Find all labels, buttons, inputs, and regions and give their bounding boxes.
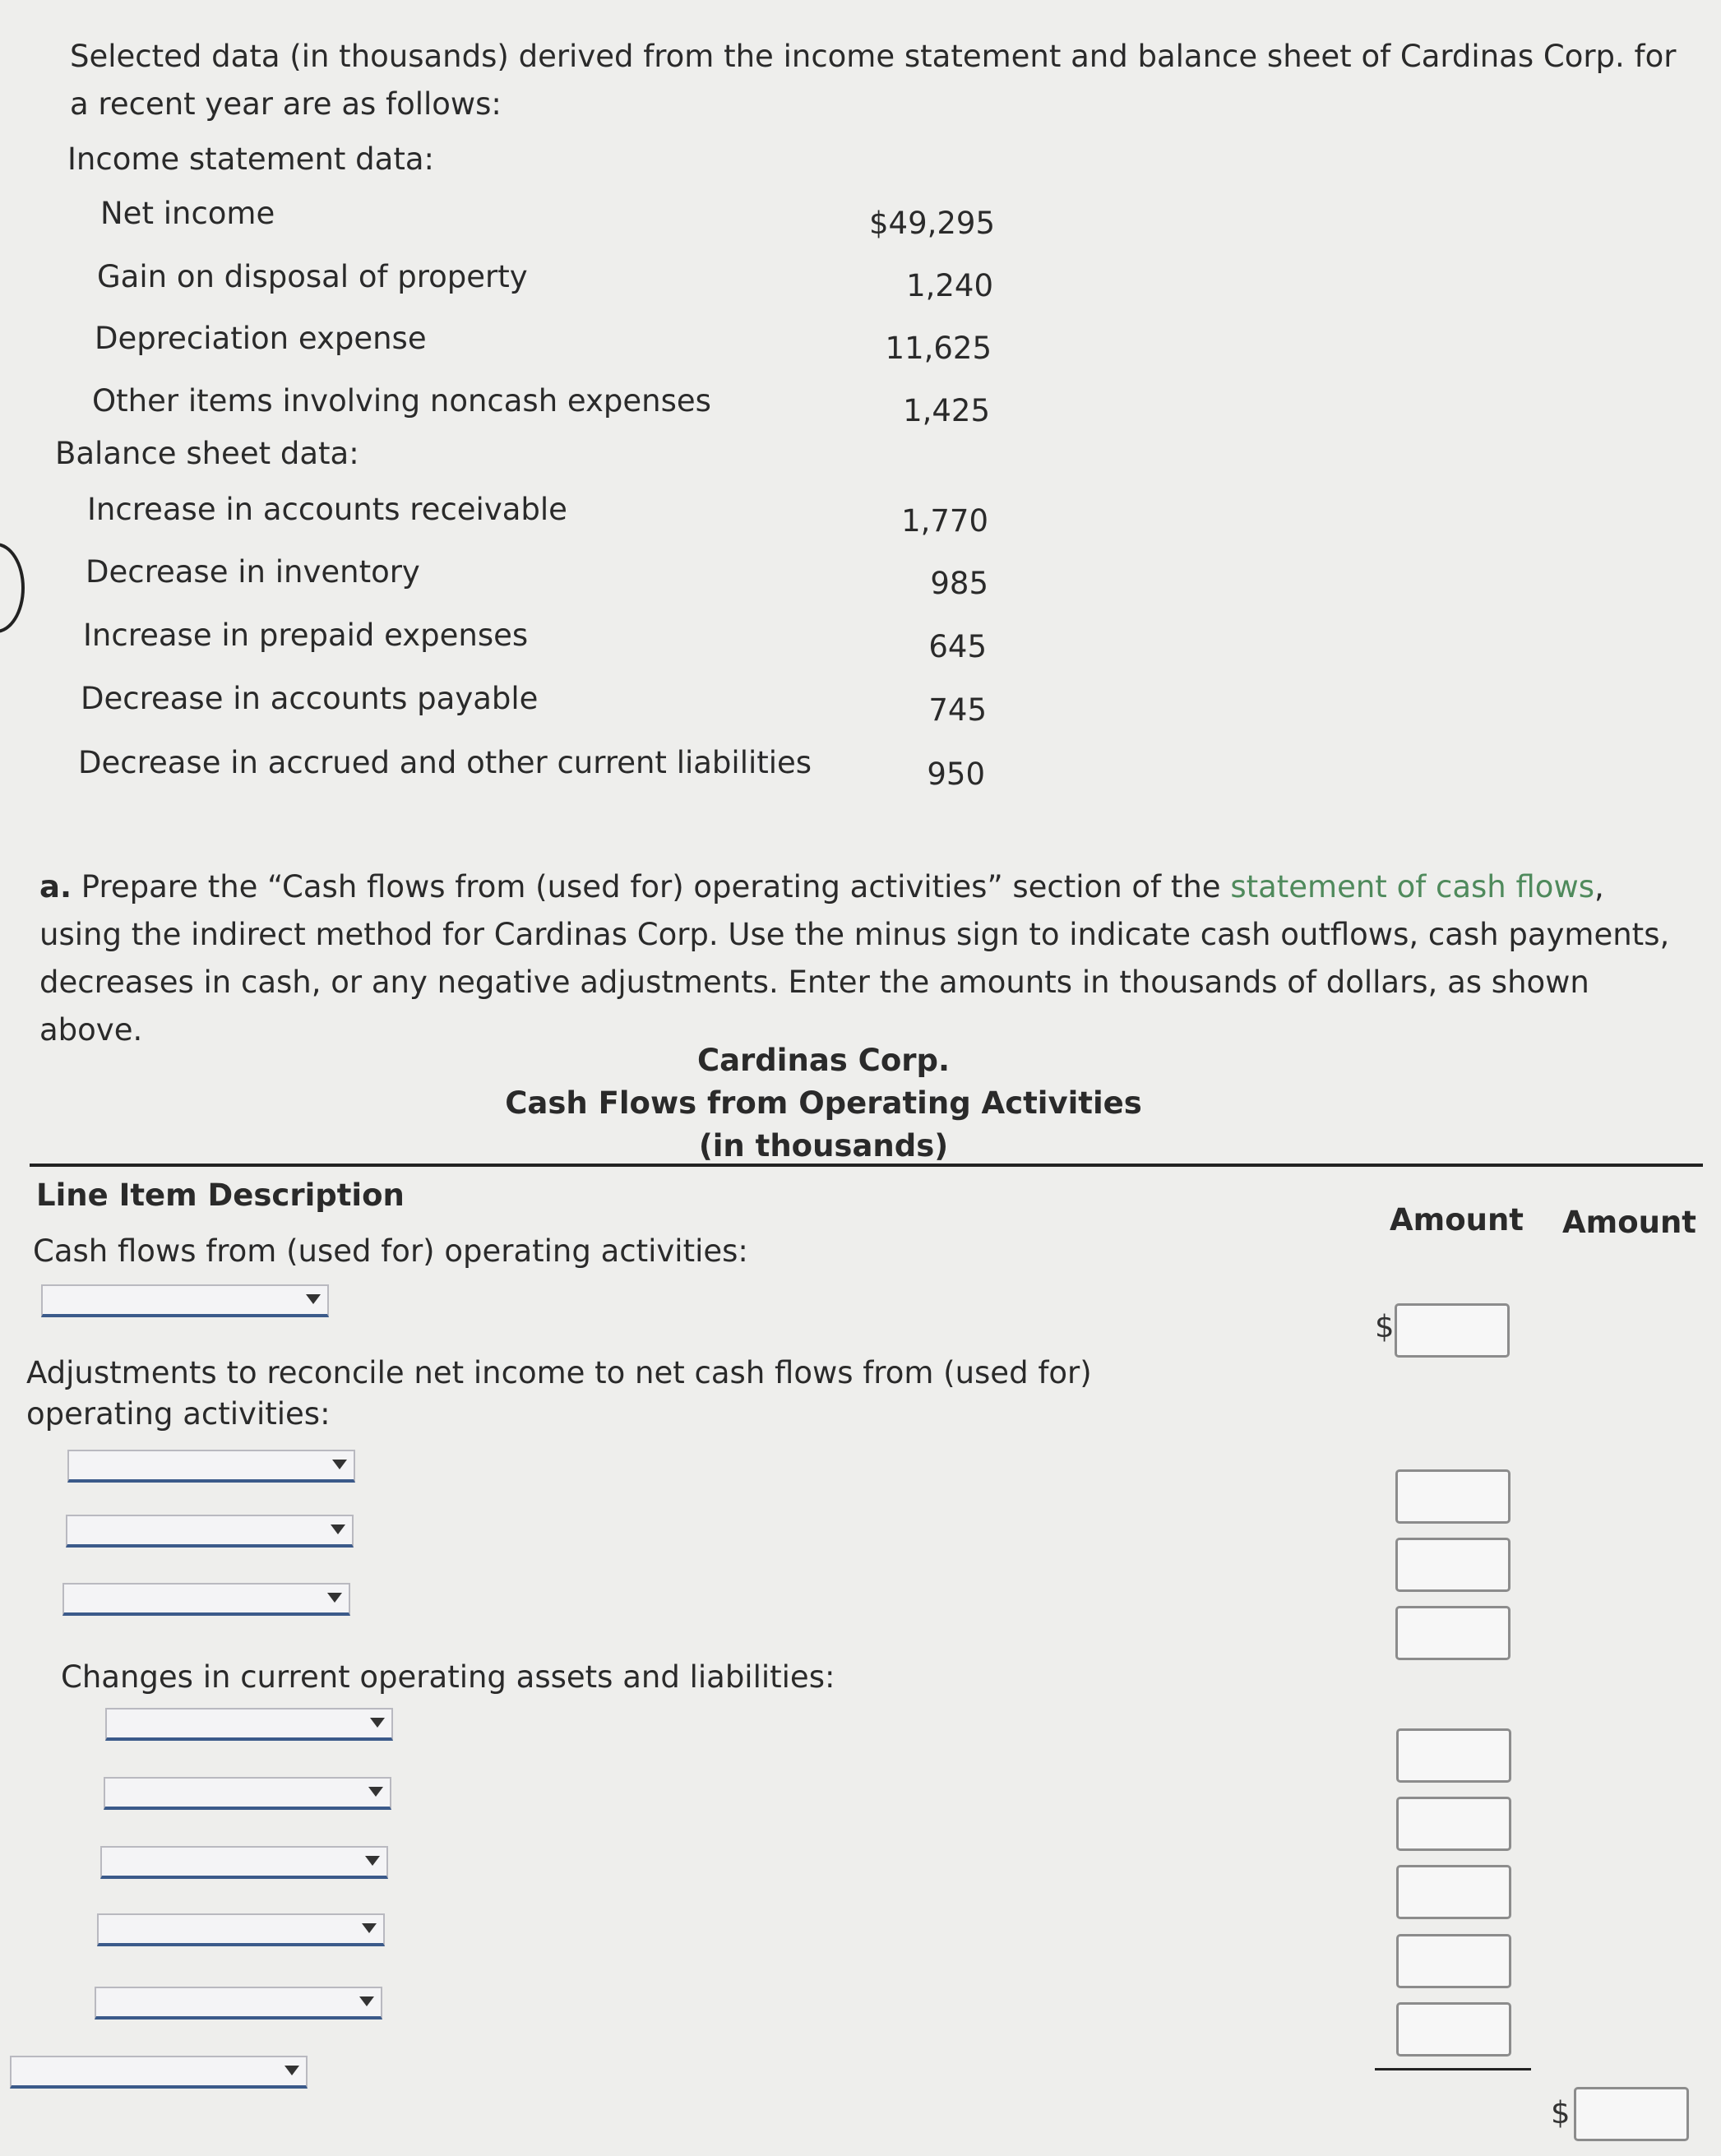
data-label: Depreciation expense: [95, 321, 427, 356]
chevron-down-icon: [306, 1294, 321, 1304]
dollar-sign: $: [1551, 2095, 1571, 2131]
net-income-amount-input[interactable]: [1395, 1303, 1510, 1358]
data-label: Decrease in accrued and other current liabilities: [78, 745, 812, 780]
data-value: 11,625: [885, 331, 992, 366]
chevron-down-icon: [331, 1524, 345, 1534]
data-value: $49,295: [868, 206, 995, 241]
page-edge-mark: [0, 543, 25, 633]
col-line-item-description: Line Item Description: [36, 1177, 405, 1213]
header-rule: [30, 1164, 1703, 1167]
data-value: 745: [928, 692, 987, 728]
change-amount-input-4[interactable]: [1396, 1934, 1511, 1988]
change-amount-input-2[interactable]: [1396, 1797, 1511, 1851]
company-name: Cardinas Corp.: [696, 1043, 951, 1078]
data-label: Decrease in inventory: [86, 554, 420, 590]
data-value: 985: [930, 566, 988, 601]
instruction-text: a. Prepare the “Cash flows from (used for) operating activities” section of the statement of cash flows, using the indirect method for Cardinas Corp. Use the minus sign to indicate cash outflows, cash payments, decreases in cash, or any negative adjustments. Enter the amounts in thousands of dollars, as shown above.: [39, 869, 1670, 1048]
section-adjustments: Adjustments to reconcile net income to net cash flows from (used for) operating activities:: [26, 1355, 1092, 1432]
subtotal-rule: [1375, 2068, 1531, 2070]
data-value: 1,770: [901, 503, 988, 539]
balance-sheet-header: Balance sheet data:: [55, 436, 359, 471]
change-dropdown-2[interactable]: [104, 1777, 391, 1810]
change-dropdown-1[interactable]: [105, 1708, 393, 1741]
statement-unit: (in thousands): [698, 1128, 949, 1164]
adjustment-amount-input-1[interactable]: [1395, 1469, 1511, 1524]
adjustment-dropdown-2[interactable]: [66, 1515, 354, 1548]
data-label: Gain on disposal of property: [97, 259, 528, 294]
chevron-down-icon: [362, 1923, 377, 1933]
part-label: a.: [39, 869, 72, 905]
chevron-down-icon: [370, 1718, 385, 1728]
data-label: Net income: [100, 196, 275, 231]
net-income-dropdown[interactable]: [41, 1284, 329, 1317]
net-cash-flows-dropdown[interactable]: [10, 2056, 308, 2089]
data-value: 1,425: [903, 393, 990, 428]
dollar-sign: $: [1375, 1309, 1395, 1344]
adjustment-amount-input-2[interactable]: [1395, 1538, 1511, 1592]
change-amount-input-3[interactable]: [1396, 1865, 1511, 1919]
chevron-down-icon: [359, 1996, 374, 2006]
chevron-down-icon: [365, 1856, 380, 1866]
section-changes: Changes in current operating assets and liabilities:: [61, 1659, 835, 1695]
section-operating: Cash flows from (used for) operating activities:: [33, 1233, 748, 1269]
change-amount-input-1[interactable]: [1396, 1728, 1511, 1783]
intro-text: Selected data (in thousands) derived from the income statement and balance sheet of Cardinas Corp. for a recent year are as follows:: [70, 39, 1677, 122]
adjustment-amount-input-3[interactable]: [1395, 1606, 1511, 1660]
data-value: 950: [927, 756, 985, 792]
statement-title: Cash Flows from Operating Activities: [505, 1085, 1142, 1121]
net-cash-flows-amount-input[interactable]: [1574, 2087, 1689, 2141]
chevron-down-icon: [368, 1787, 383, 1797]
statement-of-cash-flows-link[interactable]: statement of cash flows: [1230, 869, 1594, 905]
data-label: Other items involving noncash expenses: [92, 383, 711, 419]
change-dropdown-5[interactable]: [95, 1987, 382, 2020]
income-statement-header: Income statement data:: [67, 141, 434, 177]
change-dropdown-3[interactable]: [100, 1846, 388, 1879]
data-label: Increase in accounts receivable: [87, 492, 567, 527]
data-label: Increase in prepaid expenses: [83, 618, 529, 653]
change-dropdown-4[interactable]: [97, 1913, 385, 1946]
chevron-down-icon: [327, 1593, 342, 1603]
chevron-down-icon: [332, 1460, 347, 1469]
data-label: Decrease in accounts payable: [81, 681, 539, 716]
data-value: 1,240: [906, 268, 993, 303]
col-amount-2: Amount: [1562, 1205, 1696, 1240]
change-amount-input-5[interactable]: [1396, 2002, 1511, 2057]
adjustment-dropdown-1[interactable]: [67, 1450, 355, 1483]
col-amount-1: Amount: [1390, 1202, 1524, 1238]
adjustment-dropdown-3[interactable]: [62, 1583, 350, 1616]
chevron-down-icon: [285, 2066, 299, 2075]
data-value: 645: [928, 629, 987, 664]
